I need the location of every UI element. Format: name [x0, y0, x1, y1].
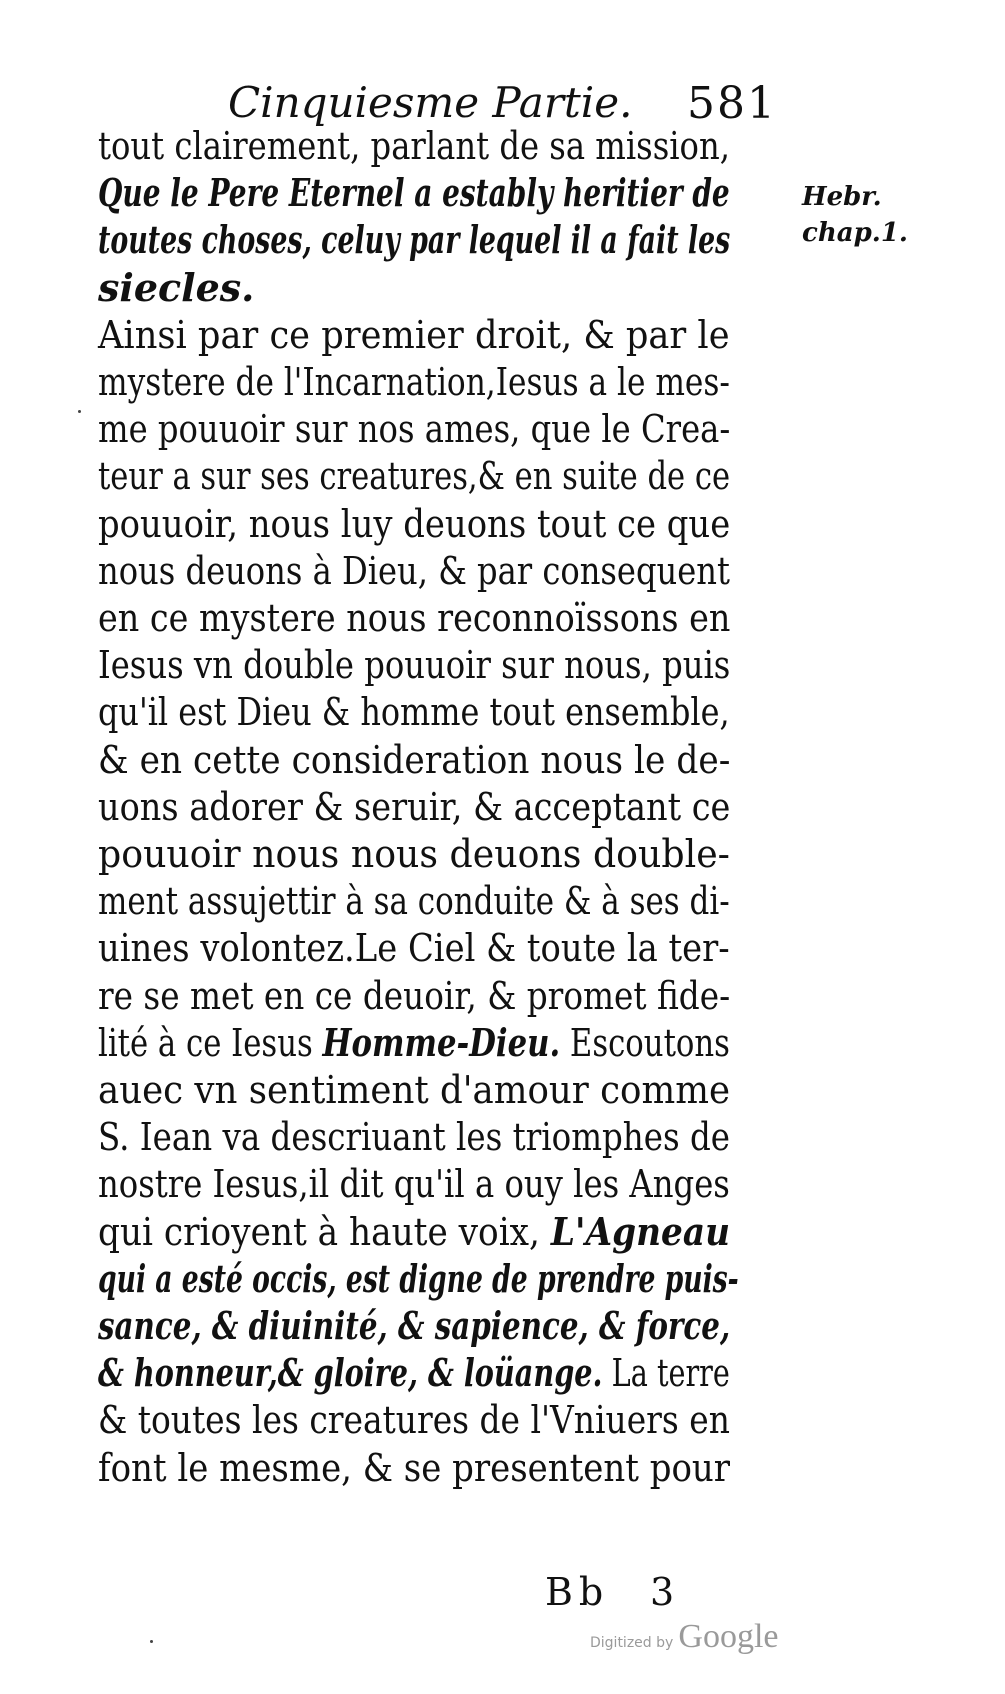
- text-line: [98, 1255, 739, 1301]
- google-logo: Google: [678, 1618, 779, 1655]
- text-run: font le mesme, & se presentent pour: [98, 1445, 731, 1490]
- text-run: me pouuoir sur nos ames, que le Crea-: [98, 407, 731, 452]
- text-line: [98, 926, 730, 971]
- watermark-prefix: Digitized by: [590, 1635, 674, 1651]
- italic-run: siecles.: [98, 264, 255, 310]
- text-run: en ce mystere nous reconnoïssons en: [98, 596, 731, 640]
- text-run: mystere de l'Incarnation,Iesus a le mes-: [98, 360, 730, 404]
- text-line: [98, 501, 731, 546]
- text-run: nous deuons à Dieu, & par consequent: [98, 548, 730, 593]
- text-run: auec vn sentiment d'amour comme: [98, 1068, 731, 1112]
- text-line: [98, 124, 730, 168]
- text-line: [98, 596, 731, 640]
- text-line: [98, 643, 731, 688]
- margin-note-chapter: chap.1.: [802, 218, 908, 248]
- text-run: Iesus vn double pouuoir sur nous, puis: [98, 643, 731, 688]
- text-line: [98, 832, 730, 876]
- text-run: ment assujettir à sa conduite & à ses di-: [98, 879, 730, 924]
- text-line: [98, 360, 730, 404]
- text-line: [98, 1350, 730, 1396]
- text-line: [98, 784, 731, 829]
- text-line: [98, 264, 255, 310]
- margin-note-book: Hebr.: [802, 182, 882, 212]
- running-header: Cinquiesme Partie.: [228, 78, 633, 127]
- italic-run: toutes choses, celuy par lequel il a fait les: [98, 217, 731, 263]
- italic-run: qui a esté occis, est digne de prendre puis-: [98, 1255, 739, 1301]
- italic-run: Que le Pere Eternel a estably heritier de: [98, 170, 730, 216]
- text-run: lité à ce Iesus: [98, 1020, 323, 1065]
- text-run: Ainsi par ce premier droit, & par le: [98, 312, 730, 357]
- text-line: [98, 879, 730, 924]
- text-run: teur a sur ses creatures,& en suite de ce: [98, 454, 731, 499]
- italic-run: sance, & diuinité, & sapience, & force,: [98, 1303, 731, 1348]
- signature-mark: Bb: [545, 1570, 610, 1614]
- text-line: [98, 1445, 731, 1490]
- text-line: [98, 1398, 730, 1443]
- speck: [78, 410, 81, 413]
- italic-run: L'Agneau: [550, 1208, 731, 1254]
- text-run: La terre: [602, 1351, 730, 1396]
- digitized-watermark: [590, 1618, 778, 1656]
- text-run: S. Iean va descriuant les triomphes de: [98, 1115, 731, 1160]
- page-number: 581: [687, 78, 777, 129]
- text-line: [98, 407, 731, 452]
- text-run: & toutes les creatures de l'Vniuers en: [98, 1398, 730, 1443]
- text-run: uines volontez.Le Ciel & toute la ter-: [98, 926, 730, 971]
- text-line: [98, 1162, 730, 1207]
- text-run: re se met en ce deuoir, & promet fide-: [98, 973, 731, 1018]
- text-line: [98, 1019, 730, 1065]
- text-line: [98, 1208, 731, 1254]
- text-run: tout clairement, parlant de sa mission,: [98, 124, 730, 168]
- text-run: qu'il est Dieu & homme tout ensemble,: [98, 690, 730, 735]
- text-line: [98, 973, 731, 1018]
- text-run: pouuoir, nous luy deuons tout ce que: [98, 501, 731, 546]
- text-line: [98, 170, 730, 216]
- text-line: [98, 737, 731, 782]
- text-run: Escoutons: [560, 1020, 730, 1065]
- speck: [150, 1640, 153, 1643]
- text-line: [98, 1115, 731, 1160]
- text-line: [98, 1303, 731, 1348]
- text-run: uons adorer & seruir, & acceptant ce: [98, 784, 731, 829]
- text-line: [98, 548, 730, 593]
- text-line: [98, 312, 730, 357]
- italic-run: Homme-Dieu.: [322, 1019, 561, 1065]
- text-line: [98, 454, 731, 499]
- text-run: & en cette consideration nous le de-: [98, 737, 731, 782]
- text-run: pouuoir nous nous deuons double-: [98, 832, 730, 876]
- signature-number: 3: [650, 1570, 675, 1614]
- text-run: qui crioyent à haute voix,: [98, 1209, 551, 1254]
- text-line: [98, 1068, 731, 1112]
- text-line: [98, 690, 730, 735]
- text-line: [98, 217, 731, 263]
- text-run: nostre Iesus,il dit qu'il a ouy les Anges: [98, 1162, 730, 1207]
- italic-run: & honneur,& gloire, & loüange.: [98, 1350, 603, 1396]
